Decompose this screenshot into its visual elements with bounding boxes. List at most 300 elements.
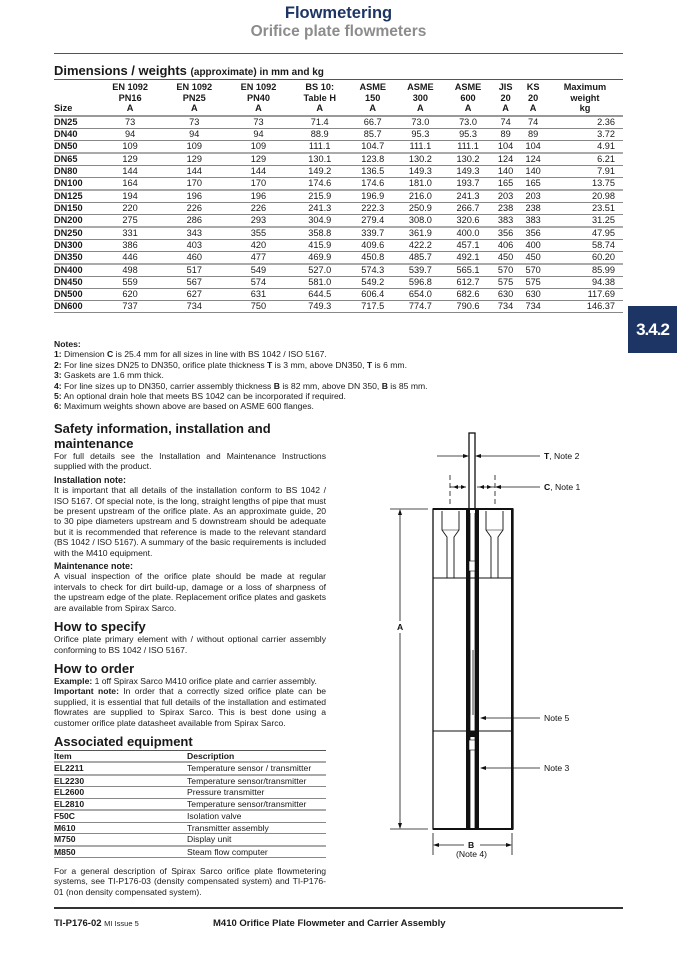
dimensions-col-header: 20: [528, 92, 539, 103]
dimensions-col-header: PN16: [118, 92, 142, 103]
dimensions-col-header: PN40: [246, 92, 270, 103]
value-cell: 31.25: [547, 214, 623, 227]
value-cell: 293: [226, 214, 290, 227]
value-cell: 109: [162, 140, 226, 153]
maintenance-note-heading: Maintenance note:: [54, 561, 134, 572]
value-cell: 734: [492, 300, 520, 312]
value-cell: 549: [226, 264, 290, 277]
dimensions-col-header: Table H: [303, 92, 336, 103]
value-cell: 570: [519, 264, 547, 277]
how-to-order-example: [54, 676, 326, 686]
value-cell: 7.91: [547, 165, 623, 177]
value-cell: 549.2: [349, 276, 397, 288]
value-cell: 630: [519, 288, 547, 300]
value-cell: 111.1: [291, 140, 349, 153]
dimensions-col-header: A: [502, 103, 509, 113]
installation-note-text: It is important that all details of the installation conform to BS 1042 / ISO 5167. Of special note, is the long, straight lengths of pipe that must be present upstream of the orifice plate. As an approximate guide, 20 to 30 pipe diameters upstream and 5 downstream should be adequate but it is recommended that reference is made to the relevant standard (BS 1042 / ISO 5167). A summary of the basic requirements is included with the M410 equipment.: [54, 485, 326, 558]
value-cell: 457.1: [444, 239, 492, 251]
value-cell: 485.7: [397, 251, 445, 264]
note-item: [54, 391, 574, 401]
value-cell: 304.9: [291, 214, 349, 227]
value-cell: 130.2: [444, 153, 492, 166]
value-cell: 567: [162, 276, 226, 288]
associated-equipment-heading: Associated equipment: [54, 733, 193, 749]
equipment-row: [54, 822, 326, 834]
value-cell: 331: [98, 227, 162, 240]
label-a: A: [397, 622, 404, 632]
value-cell: 71.4: [291, 116, 349, 129]
dimensions-col-header: EN 1092: [112, 82, 148, 92]
equipment-item: EL2810: [54, 798, 187, 810]
dimensions-col-header: ASME: [407, 82, 434, 92]
value-cell: 170: [162, 177, 226, 190]
dimensions-col-header: 600: [460, 92, 476, 103]
value-cell: 109: [226, 140, 290, 153]
dimensions-row: [54, 153, 623, 166]
equipment-col-description: Description: [187, 750, 326, 762]
value-cell: 85.7: [349, 128, 397, 140]
value-cell: 644.5: [291, 288, 349, 300]
size-cell: DN80: [54, 165, 98, 177]
dimensions-col-header: A: [369, 103, 377, 113]
equipment-description: Display unit: [187, 834, 326, 846]
dimensions-row: [54, 276, 623, 288]
value-cell: 492.1: [444, 251, 492, 264]
value-cell: 94.38: [547, 276, 623, 288]
value-cell: 2.36: [547, 116, 623, 129]
dimensions-table: [54, 79, 623, 313]
size-cell: DN500: [54, 288, 98, 300]
dimensions-col-header: 300: [412, 92, 429, 103]
note-number: 6:: [54, 401, 62, 412]
installation-note-heading: Installation note:: [54, 474, 126, 485]
value-cell: 146.37: [547, 300, 623, 312]
value-cell: 460: [162, 251, 226, 264]
value-cell: 89: [492, 128, 520, 140]
value-cell: 275: [98, 214, 162, 227]
value-cell: 196.9: [349, 190, 397, 203]
value-cell: 620: [98, 288, 162, 300]
value-cell: 422.2: [397, 239, 445, 251]
footer-product-title: M410 Orifice Plate Flowmeter and Carrier Assembly: [213, 918, 446, 929]
dimensions-row: [54, 190, 623, 203]
dimensions-heading: [54, 63, 324, 78]
dimensions-col-header: ASME: [359, 82, 386, 92]
dimensions-col-header: [54, 93, 98, 104]
equipment-description: Isolation valve: [187, 810, 326, 822]
how-to-specify-text: Orifice plate primary element with / without optional carrier assembly conforming to BS 1042 / ISO 5167.: [54, 634, 326, 655]
value-cell: 149.2: [291, 165, 349, 177]
size-cell: DN300: [54, 239, 98, 251]
dimensions-col-header: PN25: [182, 92, 206, 103]
value-cell: 165: [519, 177, 547, 190]
value-cell: 174.6: [349, 177, 397, 190]
dimensions-row: [54, 300, 623, 312]
value-cell: 3.72: [547, 128, 623, 140]
value-cell: 266.7: [444, 202, 492, 214]
equipment-row: [54, 775, 326, 787]
value-cell: 129: [226, 153, 290, 166]
dimensions-col-header: A: [255, 103, 262, 113]
value-cell: 129: [98, 153, 162, 166]
value-cell: 734: [519, 300, 547, 312]
value-cell: 400.0: [444, 227, 492, 240]
value-cell: 74: [519, 116, 547, 129]
value-cell: 356: [519, 227, 547, 240]
dimensions-row: [54, 140, 623, 153]
equipment-table: [54, 750, 326, 858]
value-cell: 612.7: [444, 276, 492, 288]
value-cell: 130.1: [291, 153, 349, 166]
footer-doc-id: [54, 918, 139, 929]
dimensions-col-header: BS 10:: [305, 82, 335, 92]
size-cell: DN125: [54, 190, 98, 203]
value-cell: 400: [519, 239, 547, 251]
note-number: 2:: [54, 359, 62, 370]
equipment-description: Pressure transmitter: [187, 787, 326, 799]
value-cell: 238: [492, 202, 520, 214]
dimensions-col-header: kg: [579, 103, 591, 113]
doc-issue: MI Issue 5: [104, 919, 139, 928]
value-cell: 74: [492, 116, 520, 129]
equipment-item: M610: [54, 822, 187, 834]
value-cell: 94: [98, 128, 162, 140]
value-cell: 790.6: [444, 300, 492, 312]
note-text: An optional drain hole that meets BS 1042 can be incorporated if required.: [63, 391, 346, 402]
svg-text:C, Note 1: [544, 482, 581, 492]
value-cell: 238: [519, 202, 547, 214]
value-cell: 450: [492, 251, 520, 264]
value-cell: 737: [98, 300, 162, 312]
value-cell: 144: [98, 165, 162, 177]
note-text: Maximum weights shown above are based on ASME 600 flanges.: [64, 401, 314, 412]
value-cell: 111.1: [397, 140, 445, 153]
value-cell: 446: [98, 251, 162, 264]
value-cell: 559: [98, 276, 162, 288]
value-cell: 196: [162, 190, 226, 203]
equipment-row: [54, 787, 326, 799]
value-cell: 89: [519, 128, 547, 140]
value-cell: 85.99: [547, 264, 623, 277]
value-cell: 320.6: [444, 214, 492, 227]
dimensions-col-header: KS: [526, 82, 540, 92]
value-cell: 216.0: [397, 190, 445, 203]
equipment-row: [54, 762, 326, 774]
note-number: 3:: [54, 370, 62, 381]
value-cell: 95.3: [397, 128, 445, 140]
equipment-item: EL2211: [54, 762, 187, 774]
value-cell: 339.7: [349, 227, 397, 240]
equipment-footer-text: For a general description of Spirax Sarco orifice plate flowmetering systems, see TI-P176-03 (density compensated system) and TI-P176-01 (non density compensated system).: [54, 866, 326, 897]
how-to-specify-heading: How to specify: [54, 619, 146, 635]
value-cell: 220: [98, 202, 162, 214]
value-cell: 129: [162, 153, 226, 166]
value-cell: 215.9: [291, 190, 349, 203]
value-cell: 13.75: [547, 177, 623, 190]
maintenance-note-text: A visual inspection of the orifice plate should be made at regular intervals to check for dirt build-up, damage or a loss of sharpness of the upstream edge of the plate. Replacement orifice plates and gaskets are available from Spirax Sarco.: [54, 571, 326, 613]
dimensions-row: [54, 116, 623, 129]
value-cell: 181.0: [397, 177, 445, 190]
value-cell: 527.0: [291, 264, 349, 277]
safety-heading: Safety information, installation and maintenance: [54, 421, 271, 451]
value-cell: 286: [162, 214, 226, 227]
value-cell: 196: [226, 190, 290, 203]
label-b: B: [468, 840, 475, 850]
size-cell: DN150: [54, 202, 98, 214]
value-cell: 174.6: [291, 177, 349, 190]
dimensions-row: [54, 214, 623, 227]
equipment-description: Steam flow computer: [187, 846, 326, 858]
value-cell: 136.5: [349, 165, 397, 177]
value-cell: 241.3: [291, 202, 349, 214]
value-cell: 343: [162, 227, 226, 240]
value-cell: 575: [519, 276, 547, 288]
value-cell: 565.1: [444, 264, 492, 277]
value-cell: 749.3: [291, 300, 349, 312]
value-cell: 94: [162, 128, 226, 140]
value-cell: 450: [519, 251, 547, 264]
value-cell: 193.7: [444, 177, 492, 190]
dimensions-col-header: Maximum: [563, 82, 607, 92]
size-cell: DN250: [54, 227, 98, 240]
orifice-plate-diagram: [380, 425, 620, 859]
value-cell: 409.6: [349, 239, 397, 251]
value-cell: 111.1: [444, 140, 492, 153]
value-cell: 165: [492, 177, 520, 190]
value-cell: 469.9: [291, 251, 349, 264]
header-divider: [54, 53, 623, 54]
label-c-note: , Note 1: [550, 482, 581, 492]
value-cell: 222.3: [349, 202, 397, 214]
dimensions-row: [54, 165, 623, 177]
value-cell: 450.8: [349, 251, 397, 264]
value-cell: 73: [98, 116, 162, 129]
value-cell: 144: [162, 165, 226, 177]
dimensions-col-header: A: [417, 103, 424, 113]
note-item: [54, 349, 574, 359]
value-cell: 539.7: [397, 264, 445, 277]
dimensions-col-header: JIS: [498, 82, 513, 92]
dimensions-col-header: EN 1092: [176, 82, 213, 92]
how-to-order-important: [54, 686, 326, 728]
value-cell: 60.20: [547, 251, 623, 264]
value-cell: 73.0: [397, 116, 445, 129]
dimensions-col-header: A: [190, 103, 198, 113]
value-cell: 203: [492, 190, 520, 203]
label-t: T: [544, 451, 550, 461]
value-cell: 140: [519, 165, 547, 177]
value-cell: 356: [492, 227, 520, 240]
value-cell: 226: [226, 202, 290, 214]
dimensions-row: [54, 128, 623, 140]
equipment-item: M750: [54, 834, 187, 846]
value-cell: 308.0: [397, 214, 445, 227]
note-number: 5:: [54, 391, 62, 402]
label-note3: Note 3: [544, 763, 570, 773]
note-text: For line sizes up to DN350, carrier assembly thickness B is 82 mm, above DN 350, B is 85 mm.: [64, 380, 428, 391]
value-cell: 630: [492, 288, 520, 300]
value-cell: 654.0: [397, 288, 445, 300]
dimensions-title-suffix: (approximate) in mm and kg: [190, 67, 324, 78]
dimensions-col-header: EN 1092: [240, 82, 277, 92]
important-text: In order that a correctly sized orifice plate can be supplied, it is essential that full details of the installation and estimated flowrates are supplied to Spirax Sarco. This is best done using a customer orifice plate datasheet available from Spirax Sarco.: [54, 686, 327, 728]
left-column: [54, 421, 326, 897]
note-text: For line sizes DN25 to DN350, orifice plate thickness T is 3 mm, above DN350, T is 6 mm.: [64, 359, 407, 370]
value-cell: 73: [226, 116, 290, 129]
value-cell: 123.8: [349, 153, 397, 166]
equipment-description: Transmitter assembly: [187, 822, 326, 834]
value-cell: 415.9: [291, 239, 349, 251]
size-cell: DN600: [54, 300, 98, 312]
equipment-row: [54, 834, 326, 846]
value-cell: 250.9: [397, 202, 445, 214]
footer-divider: [54, 907, 623, 909]
value-cell: 124: [492, 153, 520, 166]
value-cell: 596.8: [397, 276, 445, 288]
value-cell: 498: [98, 264, 162, 277]
equipment-row: [54, 810, 326, 822]
note-text: Dimension C is 25.4 mm for all sizes in line with BS 1042 / ISO 5167.: [64, 349, 327, 360]
dimensions-col-header: 20: [500, 92, 511, 103]
value-cell: 606.4: [349, 288, 397, 300]
value-cell: 104.7: [349, 140, 397, 153]
value-cell: 627: [162, 288, 226, 300]
value-cell: 575: [492, 276, 520, 288]
value-cell: 73.0: [444, 116, 492, 129]
note-item: [54, 360, 574, 370]
value-cell: 104: [519, 140, 547, 153]
value-cell: 750: [226, 300, 290, 312]
note-item: [54, 381, 574, 391]
value-cell: 406: [492, 239, 520, 251]
example-label: Example:: [54, 675, 93, 686]
label-note5: Note 5: [544, 713, 570, 723]
size-cell: DN100: [54, 177, 98, 190]
value-cell: 279.4: [349, 214, 397, 227]
value-cell: 58.74: [547, 239, 623, 251]
label-t-note: , Note 2: [549, 451, 580, 461]
value-cell: 420: [226, 239, 290, 251]
value-cell: 477: [226, 251, 290, 264]
note-item: [54, 370, 574, 380]
value-cell: 241.3: [444, 190, 492, 203]
equipment-row: [54, 846, 326, 858]
size-cell: DN50: [54, 140, 98, 153]
note-number: 1:: [54, 349, 62, 360]
note-text: Gaskets are 1.6 mm thick.: [64, 370, 164, 381]
section-tab-badge[interactable]: 3.4.2: [628, 306, 677, 353]
value-cell: 203: [519, 190, 547, 203]
dimensions-col-header: ASME: [454, 82, 482, 92]
value-cell: 358.8: [291, 227, 349, 240]
value-cell: 194: [98, 190, 162, 203]
equipment-col-item: Item: [54, 750, 187, 762]
value-cell: 4.91: [547, 140, 623, 153]
dimensions-col-header: A: [529, 103, 537, 113]
dimensions-title: Dimensions / weights: [54, 63, 187, 78]
example-text: 1 off Spirax Sarco M410 orifice plate and carrier assembly.: [94, 675, 317, 686]
doc-id: TI-P176-02: [54, 918, 102, 929]
value-cell: 581.0: [291, 276, 349, 288]
value-cell: 383: [519, 214, 547, 227]
label-b-note: (Note 4): [456, 849, 488, 859]
page-title: Flowmetering: [284, 4, 393, 22]
value-cell: 170: [226, 177, 290, 190]
dimensions-col-header: [54, 80, 98, 93]
label-c: C: [544, 482, 551, 492]
equipment-row: [54, 798, 326, 810]
value-cell: 403: [162, 239, 226, 251]
value-cell: 104: [492, 140, 520, 153]
size-cell: DN350: [54, 251, 98, 264]
value-cell: 164: [98, 177, 162, 190]
value-cell: 517: [162, 264, 226, 277]
value-cell: 734: [162, 300, 226, 312]
size-cell: DN200: [54, 214, 98, 227]
dimensions-row: [54, 264, 623, 277]
value-cell: 23.51: [547, 202, 623, 214]
size-cell: DN400: [54, 264, 98, 277]
value-cell: 95.3: [444, 128, 492, 140]
equipment-item: F50C: [54, 810, 187, 822]
value-cell: 226: [162, 202, 226, 214]
dimensions-row: [54, 239, 623, 251]
equipment-item: M850: [54, 846, 187, 858]
equipment-description: Temperature sensor/transmitter: [187, 798, 326, 810]
dimensions-row: [54, 202, 623, 214]
note-item: [54, 401, 574, 411]
dimensions-col-header: A: [126, 103, 134, 113]
page-subtitle: Orifice plate flowmeters: [250, 23, 427, 40]
value-cell: 94: [226, 128, 290, 140]
dimensions-row: [54, 227, 623, 240]
value-cell: 386: [98, 239, 162, 251]
value-cell: 149.3: [444, 165, 492, 177]
equipment-description: Temperature sensor/transmitter: [187, 775, 326, 787]
dimensions-col-header: A: [316, 103, 324, 113]
value-cell: 6.21: [547, 153, 623, 166]
value-cell: 774.7: [397, 300, 445, 312]
svg-text:T, Note 2: [544, 451, 580, 461]
value-cell: 88.9: [291, 128, 349, 140]
value-cell: 355: [226, 227, 290, 240]
value-cell: 117.69: [547, 288, 623, 300]
dimensions-col-header: Size: [54, 103, 73, 113]
value-cell: 383: [492, 214, 520, 227]
value-cell: 144: [226, 165, 290, 177]
how-to-order-heading: How to order: [54, 660, 135, 676]
value-cell: 109: [98, 140, 162, 153]
note-number: 4:: [54, 380, 62, 391]
size-cell: DN450: [54, 276, 98, 288]
dimensions-col-header: 150: [365, 92, 381, 103]
equipment-description: Temperature sensor / transmitter: [187, 762, 326, 774]
dimensions-row: [54, 177, 623, 190]
dimensions-row: [54, 288, 623, 300]
notes-block: [54, 339, 574, 412]
dimensions-row: [54, 251, 623, 264]
value-cell: 140: [492, 165, 520, 177]
important-label: Important note:: [54, 686, 119, 697]
dimensions-col-header: weight: [570, 92, 600, 103]
value-cell: 73: [162, 116, 226, 129]
value-cell: 149.3: [397, 165, 445, 177]
value-cell: 574: [226, 276, 290, 288]
equipment-item: EL2600: [54, 787, 187, 799]
value-cell: 361.9: [397, 227, 445, 240]
safety-intro: For full details see the Installation and Maintenance Instructions supplied with the product.: [54, 451, 326, 472]
notes-title: Notes:: [54, 339, 81, 349]
